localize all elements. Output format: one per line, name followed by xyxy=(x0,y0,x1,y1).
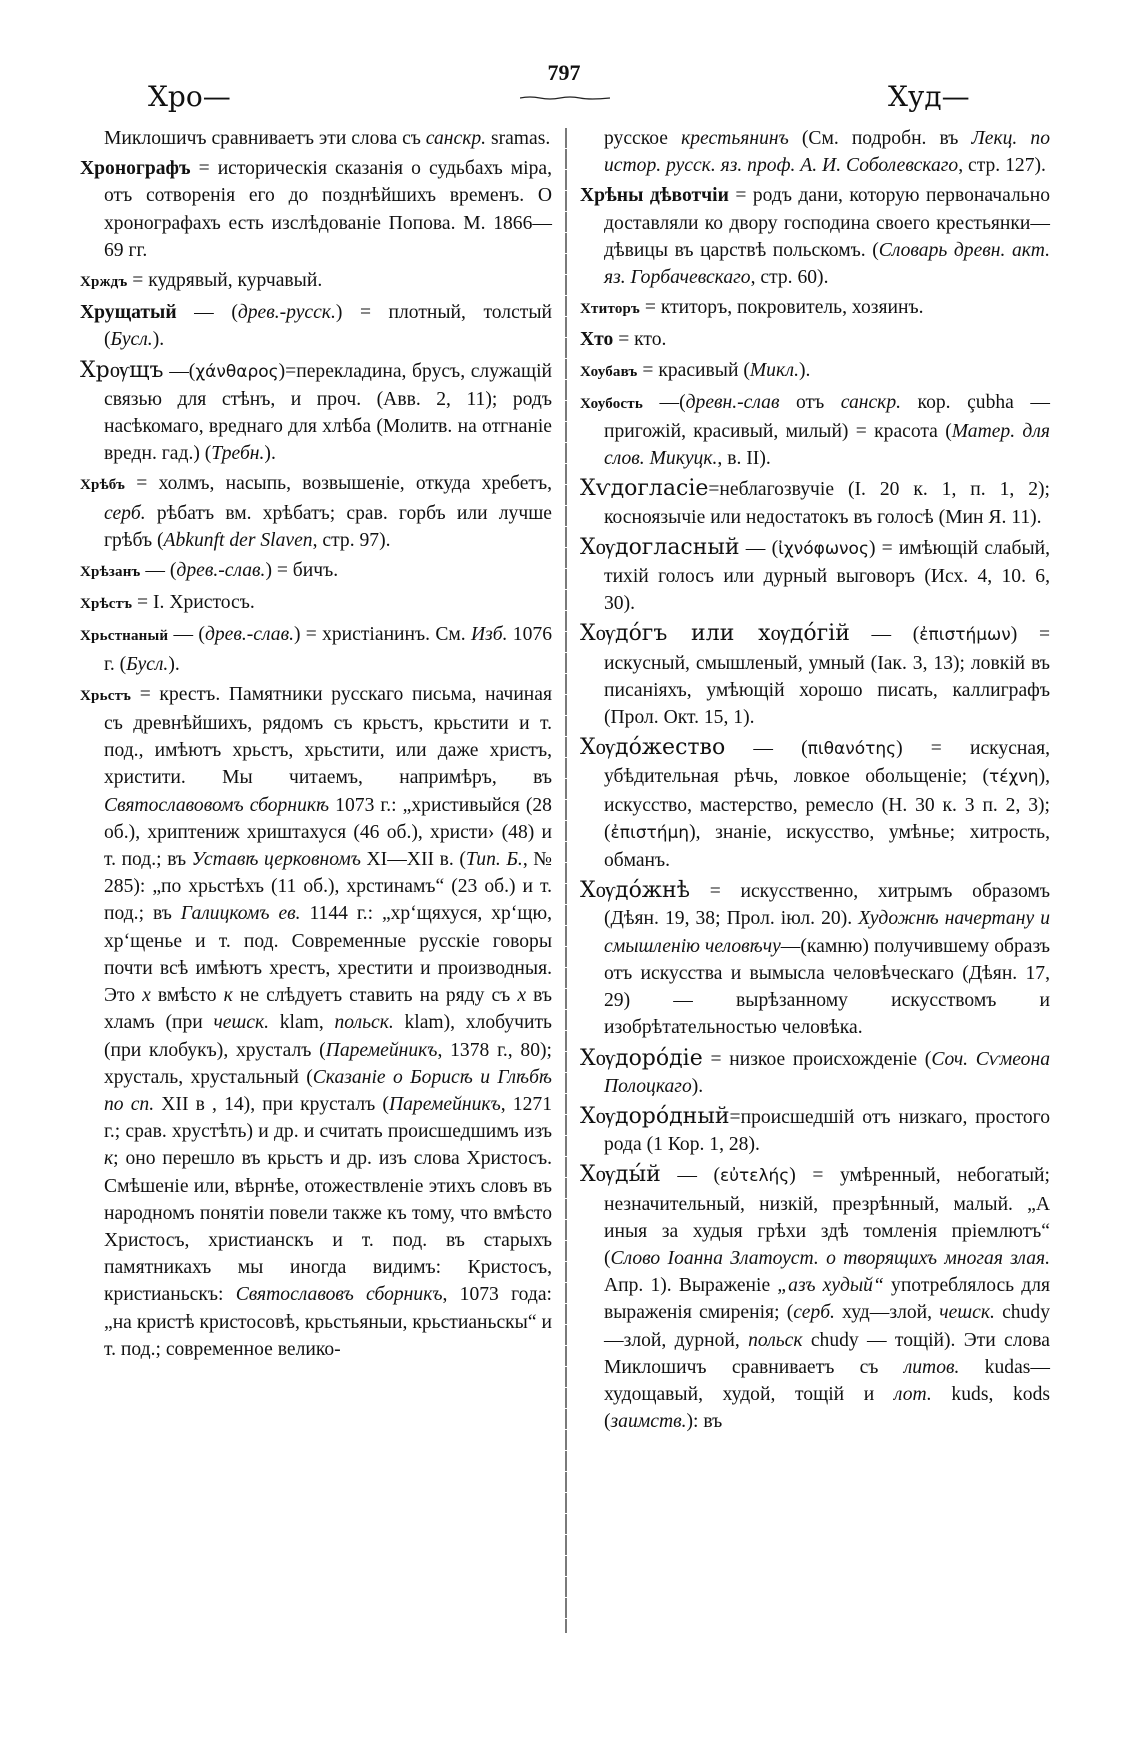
page-number-rule xyxy=(520,95,610,101)
definition-text: = холмъ, насыпь, возвышеніе, откуда хребетъ, xyxy=(125,473,552,495)
italic-reference: серб. xyxy=(104,502,146,524)
definition-text: = кудрявый, курчавый. xyxy=(127,270,323,292)
italic-reference: чешск. xyxy=(213,1012,270,1034)
definition-text: = кто. xyxy=(613,329,667,351)
definition-text: — ( xyxy=(725,738,808,760)
definition-text: = I. Христосъ. xyxy=(132,592,255,614)
definition-text: =происшедшій отъ низкаго, простого рода (1 Кор. 1, 28). xyxy=(604,1106,1050,1156)
definition-text: = ктиторъ, покровитель, хозяинъ. xyxy=(640,297,924,319)
dictionary-entry xyxy=(580,294,1050,323)
page-number: 797 xyxy=(547,60,581,85)
definition-text: кор. çubha — пригожій, красивый, милый) = красота ( xyxy=(604,391,1051,443)
dictionary-entry xyxy=(580,734,1050,874)
greek-term: χάνθαρος xyxy=(195,361,279,382)
italic-reference: древ.-слав. xyxy=(204,624,294,646)
definition-text: )=перекладина, брусъ, служащій связью для стѣнъ, и проч. (Авв. 2, 11); родъ насѣкомаго, вреднаго для хлѣба (Молитв. на отгнаніе вредн. гад.) ( xyxy=(104,360,552,465)
definition-text: (См. подробн. въ xyxy=(788,128,972,149)
definition-text: 1144 г.: „хр‘щяхуся, хр‘щю, хр‘щенье и т. под. Современные русскіе говоры почти всѣ имѣютъ хрестъ, хрестити и производныя. Это xyxy=(104,903,552,1007)
italic-reference: серб. xyxy=(793,1302,835,1324)
dictionary-entry xyxy=(580,182,1050,291)
headword: Хрѣзанъ xyxy=(80,564,141,581)
dictionary-entry xyxy=(80,155,552,264)
entry-continuation xyxy=(80,125,552,152)
headword: Хѹдо́жнѣ xyxy=(580,878,690,904)
dictionary-entry xyxy=(80,589,552,618)
definition-text: — ( xyxy=(739,537,779,559)
running-head-left: Хро— xyxy=(148,80,231,113)
definition-text: , 1378 г., 80); хрусталь, хрустальный ( xyxy=(104,1039,552,1088)
dictionary-entry xyxy=(80,681,552,1363)
italic-reference: Сказаніе о Борисѣ и Глѣбѣ по сп. xyxy=(104,1066,552,1115)
definition-text: ) = искусный, смышленый, умный (Іак. 3, 13); ловкій въ писаніяхъ, умѣющій хорошо писать, каллиграфъ (Прол. Окт. 15, 1). xyxy=(604,624,1050,729)
greek-term: τέχνη xyxy=(989,767,1039,788)
italic-reference: Паремейникъ xyxy=(325,1039,438,1061)
definition-text: рѣбатъ вм. хрѣбатъ; срав. горбъ или лучше грѣбъ ( xyxy=(104,502,552,551)
definition-text: Апр. 1). Выраженіе xyxy=(604,1275,778,1297)
headword: Хрьстъ xyxy=(80,687,132,704)
definition-text: русское xyxy=(604,128,682,149)
definition-text: = низкое происхожденіе ( xyxy=(702,1048,932,1070)
dictionary-entry xyxy=(580,534,1050,618)
definition-text: , стр. 60). xyxy=(750,267,829,289)
italic-reference: польск xyxy=(748,1329,803,1351)
italic-reference: х xyxy=(517,985,527,1007)
definition-text: chudy — тощій). Эти слова Миклошичъ сравниваетъ съ xyxy=(604,1329,1050,1378)
definition-text: , 1073 года: „на кристѣ кристосовѣ, крьстьяныи, крьстианьскы“ и т. под.; современное велико- xyxy=(104,1284,552,1360)
italic-reference: заимств. xyxy=(610,1411,687,1433)
headword: Хѹды́й xyxy=(580,1162,661,1188)
definition-text: = крестъ. Памятники русскаго письма, начиная съ древнѣйшихъ, рядомъ съ крьстъ, крьстити и т. под., имѣютъ хрьстъ, хрьстити, или даже христъ, христити. Мы читаемъ, напримѣръ, въ xyxy=(104,683,552,789)
italic-reference: Abkunft der Slaven xyxy=(163,529,313,551)
italic-reference: Микл. xyxy=(749,359,799,381)
definition-text: худ—злой, xyxy=(834,1302,940,1324)
italic-reference: Галицкомъ ев. xyxy=(180,903,301,925)
definition-text: klam, xyxy=(269,1012,335,1034)
italic-reference: Паремейникъ xyxy=(388,1093,501,1115)
definition-text: ): въ xyxy=(686,1411,723,1433)
italic-reference: „азъ худый“ xyxy=(777,1275,884,1297)
headword: Хѹдо́гъ или хѹдо́гій xyxy=(580,621,850,647)
italic-reference: х xyxy=(142,985,151,1007)
greek-term: ἐπιστήμη xyxy=(610,822,690,843)
definition-text: , в. II). xyxy=(717,448,771,470)
definition-text: = родъ дани, которую первоначально доставляли ко двору господина своего крестьянки—дѣвицы въ царствѣ польскомъ. ( xyxy=(604,185,1050,261)
italic-reference: Требн. xyxy=(211,443,265,465)
italic-reference: Тип. Б. xyxy=(465,849,523,871)
definition-text: — ( xyxy=(176,302,238,324)
definition-text: , стр. 127). xyxy=(958,155,1046,177)
headword: Хрждъ xyxy=(80,274,128,291)
dictionary-entry xyxy=(580,326,1050,353)
definition-text: ). xyxy=(691,1075,704,1097)
definition-text: chudy—злой, дурной, xyxy=(604,1302,1050,1351)
definition-text: = историческія сказанія о судьбахъ міра, отъ сотворенія его до позднѣйшихъ временъ. О хронографахъ есть изслѣдованіе Попова. М. 1866—69 гг. xyxy=(104,158,552,261)
definition-text: ) = имѣющій слабый, тихій голосъ или дурный выговоръ (Исх. 4, 10. 6, 30). xyxy=(604,537,1051,615)
italic-reference: Соч. Сѵмеона Полоцкаго xyxy=(604,1048,1050,1097)
headword: Хоубость xyxy=(580,395,643,412)
headword: Хѹдоро́дный xyxy=(580,1103,730,1129)
greek-term: εὐτελής xyxy=(720,1166,790,1187)
headword: Хрѣстъ xyxy=(80,596,133,613)
definition-text: — ( xyxy=(168,624,205,646)
definition-text: —(камню) получившему образъ отъ искусства и вымысла человѣческаго (Дѣян. 17, 29) — вырѣзанному искусствомъ и изобрѣтательностью человѣка. xyxy=(604,935,1050,1039)
definition-text: ; оно перешло въ крьстъ и др. изъ слова Христосъ. Смѣшеніе или, вѣрнѣе, отожествленіе этихъ словъ въ народномъ понятіи повели также къ тому, что вмѣсто Христосъ, христианскъ и т. под. въ старыхъ памятникахъ мы иногда видимъ: Кристосъ, кристианьскъ: xyxy=(104,1148,552,1306)
italic-reference: Словарь древн. акт. яз. Горбачевскаго xyxy=(604,239,1050,289)
dictionary-entry xyxy=(580,1161,1050,1435)
headword: Хтиторъ xyxy=(580,301,641,318)
headword: Хоубавъ xyxy=(580,363,638,380)
definition-text: = красивый ( xyxy=(637,359,750,381)
headword: Хрѹщъ xyxy=(80,357,164,383)
italic-reference: крестьянинъ xyxy=(681,128,789,149)
definition-text: ), искусство, мастерство, ремесло (Н. 30 к. 3 п. 2, 3); ( xyxy=(604,766,1050,843)
headword: Хто xyxy=(580,329,614,351)
definition-text: ) = плотный, толстый ( xyxy=(104,302,552,351)
italic-reference: польск. xyxy=(334,1012,394,1034)
left-column xyxy=(80,125,552,1366)
italic-reference: Изб. xyxy=(470,624,508,646)
italic-reference: древн.-слав xyxy=(685,391,780,413)
definition-text: Миклошичъ сравниваетъ эти слова съ xyxy=(104,128,426,149)
dictionary-entry xyxy=(580,357,1050,386)
definition-text: kudas—худощавый, худой, тощій и xyxy=(604,1356,1050,1405)
greek-term: πιθανότης xyxy=(807,739,897,760)
italic-reference: Уставѣ церковномъ xyxy=(191,849,361,871)
dictionary-entry xyxy=(580,620,1050,731)
definition-text: — ( xyxy=(849,624,920,646)
definition-text: ), знаніе, искусство, умѣнье; хитрость, обманъ. xyxy=(604,821,1050,872)
italic-reference: Лекц. по истор. русск. яз. проф. А. И. Соболевскаго xyxy=(604,128,1050,177)
dictionary-entry xyxy=(80,357,552,468)
definition-text: въ хламъ (при xyxy=(104,985,552,1034)
dictionary-entry xyxy=(580,1103,1050,1158)
definition-text: , 1271 г.; срав. хрустѣть) и др. и считать происшедшимъ изъ xyxy=(104,1093,552,1143)
definition-text: , № 285): „по хрьстѣхъ (11 об.), хрстинамъ“ (23 об.) и т. под.; въ xyxy=(104,849,552,925)
definition-text: не слѣдуетъ ставить на ряду съ xyxy=(232,985,518,1007)
definition-text: —( xyxy=(163,360,196,382)
headword: Хѹдо́жество xyxy=(580,735,726,761)
definition-text: ). xyxy=(264,443,276,465)
headword: Хѵдогласіе xyxy=(580,476,709,502)
right-column xyxy=(580,125,1050,1438)
italic-reference: Бусл. xyxy=(126,653,169,675)
definition-text: kuds, kods ( xyxy=(604,1383,1050,1433)
italic-reference: Художнѣ начертану и смышленію человѣчу xyxy=(604,908,1050,957)
definition-text: употреблялось для выраженія смиренія; ( xyxy=(604,1275,1050,1324)
definition-text: ) = бичъ. xyxy=(265,560,339,582)
italic-reference: древ.-слав. xyxy=(176,560,266,582)
italic-reference: Бусл. xyxy=(110,329,153,351)
definition-text: ). xyxy=(168,653,180,675)
italic-reference: лот. xyxy=(893,1383,932,1405)
definition-text: ). xyxy=(152,329,165,351)
dictionary-entry xyxy=(80,267,552,296)
headword: Хрущатый xyxy=(80,302,177,324)
definition-text: — ( xyxy=(660,1165,721,1187)
italic-reference: к xyxy=(104,1148,114,1170)
dictionary-entry xyxy=(80,470,552,554)
definition-text: XI—XII в. ( xyxy=(360,849,466,871)
definition-text: klam), хлобучить (при клобукъ), хрусталъ ( xyxy=(104,1012,552,1061)
italic-reference: Слово Іоанна Златоуст. о творящихъ многая злая. xyxy=(610,1247,1050,1269)
italic-reference: санскр. xyxy=(840,391,902,413)
italic-reference: Святославовъ сборникъ xyxy=(235,1284,443,1306)
column-divider xyxy=(563,128,569,1633)
definition-text: =неблагозвучіе (I. 20 к. 1, п. 1, 2); косноязычіе или недостатокъ въ голосѣ (Мин Я. 11). xyxy=(604,479,1050,528)
definition-text: sramas. xyxy=(486,128,551,149)
headword: Хронографъ xyxy=(80,158,191,180)
greek-term: ἐπιστήμων xyxy=(919,625,1011,646)
italic-reference: Святославовомъ сборникѣ xyxy=(104,794,330,816)
definition-text: , стр. 97). xyxy=(312,529,391,551)
italic-reference: Матер. для слов. Микуцк. xyxy=(604,421,1050,470)
italic-reference: древ.-русск. xyxy=(237,302,336,324)
definition-text: ). xyxy=(798,359,811,381)
italic-reference: к xyxy=(223,985,233,1007)
headword: Хрѣны дѣвотчіи xyxy=(580,185,729,207)
definition-text: 1073 г.: „христивыйся (28 об.), хриптениж хриштахуся (46 об.), христи› (48) и т. под.; въ xyxy=(104,794,552,871)
definition-text: XII в , 14), при крусталъ ( xyxy=(154,1093,389,1115)
dictionary-entry xyxy=(580,877,1050,1041)
definition-text: ) = искусная, убѣдительная рѣчь, ловкое обольщеніе; ( xyxy=(604,738,1050,788)
dictionary-entry xyxy=(580,475,1050,530)
headword: Хѹдогласный xyxy=(580,534,740,560)
dictionary-entry xyxy=(580,389,1050,473)
headword: Хрѣбъ xyxy=(80,477,126,494)
dictionary-entry xyxy=(80,299,552,353)
definition-text: ) = умѣренный, небогатый; незначительный, низкій, презрѣнный, малый. „А иныя за худыя грѣхи здѣ томленія пріемлютъ“ ( xyxy=(604,1165,1050,1269)
definition-text: —( xyxy=(642,391,686,413)
italic-reference: литов. xyxy=(903,1356,960,1378)
italic-reference: чешск. xyxy=(939,1302,995,1324)
definition-text: ) = христіанинъ. См. xyxy=(293,624,471,646)
dictionary-entry xyxy=(80,557,552,586)
headword: Хрьстнаный xyxy=(80,628,169,645)
entry-continuation xyxy=(580,125,1050,179)
definition-text: — ( xyxy=(140,560,177,582)
running-head-right: Худ— xyxy=(888,80,970,113)
definition-text: вмѣсто xyxy=(150,985,224,1007)
definition-text: отъ xyxy=(779,391,841,413)
definition-text: = искусственно, хитрымъ образомъ (Дѣян. 19, 38; Прол. іюл. 20). xyxy=(604,881,1050,930)
dictionary-entry xyxy=(80,621,552,677)
dictionary-entry xyxy=(580,1045,1050,1100)
headword: Хѹдоро́діе xyxy=(580,1045,703,1071)
italic-reference: санскр. xyxy=(425,128,487,149)
definition-text: 1076 г. ( xyxy=(104,624,552,675)
greek-term: ἰχνόφωνος xyxy=(778,538,869,559)
